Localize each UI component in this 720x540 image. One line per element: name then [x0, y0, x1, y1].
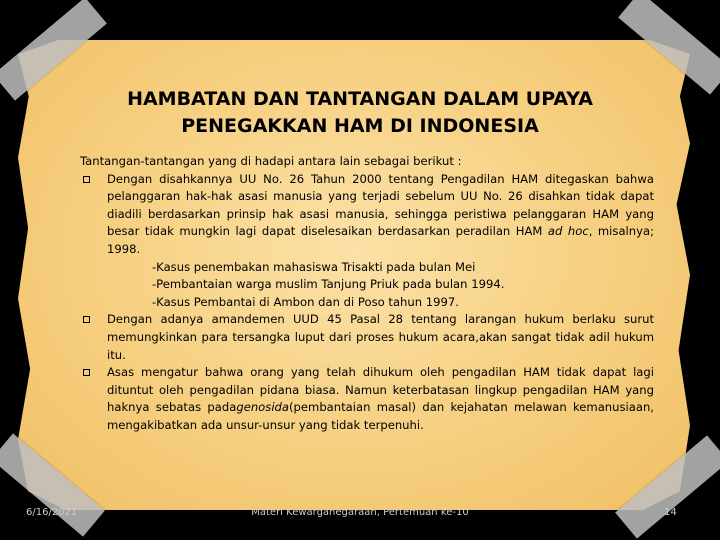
slide-content [80, 153, 654, 435]
bullet-1-tail: , misalnya; 1998. [107, 224, 654, 256]
title-line-2: PENEGAKKAN HAM DI INDONESIA [181, 115, 539, 137]
intro-text: Tantangan-tantangan yang di hadapi antara lain sebagai berikut : [80, 154, 462, 168]
bullet-2-text: Dengan adanya amandemen UUD 45 Pasal 28 tentang larangan hukum berlaku surut memungkinkan para tersangka luput dari proses hukum acara,akan sangat tidak adil hukum itu. [107, 312, 654, 362]
checkbox-bullet-icon [83, 316, 90, 323]
bullet-1-italic: ad hoc [547, 224, 589, 239]
bullet-3-text: Asas mengatur bahwa orang yang telah dihukum oleh pengadilan HAM tidak dapat lagi dituntut oleh pengadilan pidana biasa. Namun keterbatasan lingkup pengadilan HAM yang haknya sebatas pada [107, 365, 654, 415]
footer-date: 6/16/2021 [26, 507, 78, 518]
footer-title: Materi Kewarganegaraan, Pertemuan ke-10 [251, 507, 469, 518]
bullet-1-text: Dengan disahkannya UU No. 26 Tahun 2000 tentang Pengadilan HAM ditegaskan bahwa pelanggaran hak-hak asasi manusia yang terjadi sebelum UU No. 26 disahkan tidak dapat diadili berdasarkan prinsip hak asasi manusia, sehingga peristiwa pelanggaran HAM yang besar tidak mungkin lagi dapat diselesaikan berdasarkan peradilan HAM [107, 171, 654, 239]
slide-title [80, 86, 640, 140]
footer-page-number: 14 [664, 507, 677, 518]
sub-item-3: -Kasus Pembantai di Ambon dan di Poso tahun 1997. [152, 294, 459, 309]
bullet-item-1 [80, 171, 654, 259]
sub-item-1: -Kasus penembakan mahasiswa Trisakti pada bulan Mei [152, 259, 476, 274]
title-line-1: HAMBATAN DAN TANTANGAN DALAM UPAYA [127, 88, 593, 110]
bullet-item-2 [80, 311, 654, 364]
sub-item-2: -Pembantaian warga muslim Tanjung Priuk pada bulan 1994. [152, 277, 505, 292]
checkbox-bullet-icon [83, 369, 90, 376]
bullet-3-italic: genosida [236, 400, 290, 415]
bullet-3-tail: (pembantaian masal) dan kejahatan melawan kemanusiaan, mengakibatkan ada unsur-unsur yang tidak terpenuhi. [107, 400, 654, 432]
checkbox-bullet-icon [83, 176, 90, 183]
bullet-item-3 [80, 364, 654, 434]
